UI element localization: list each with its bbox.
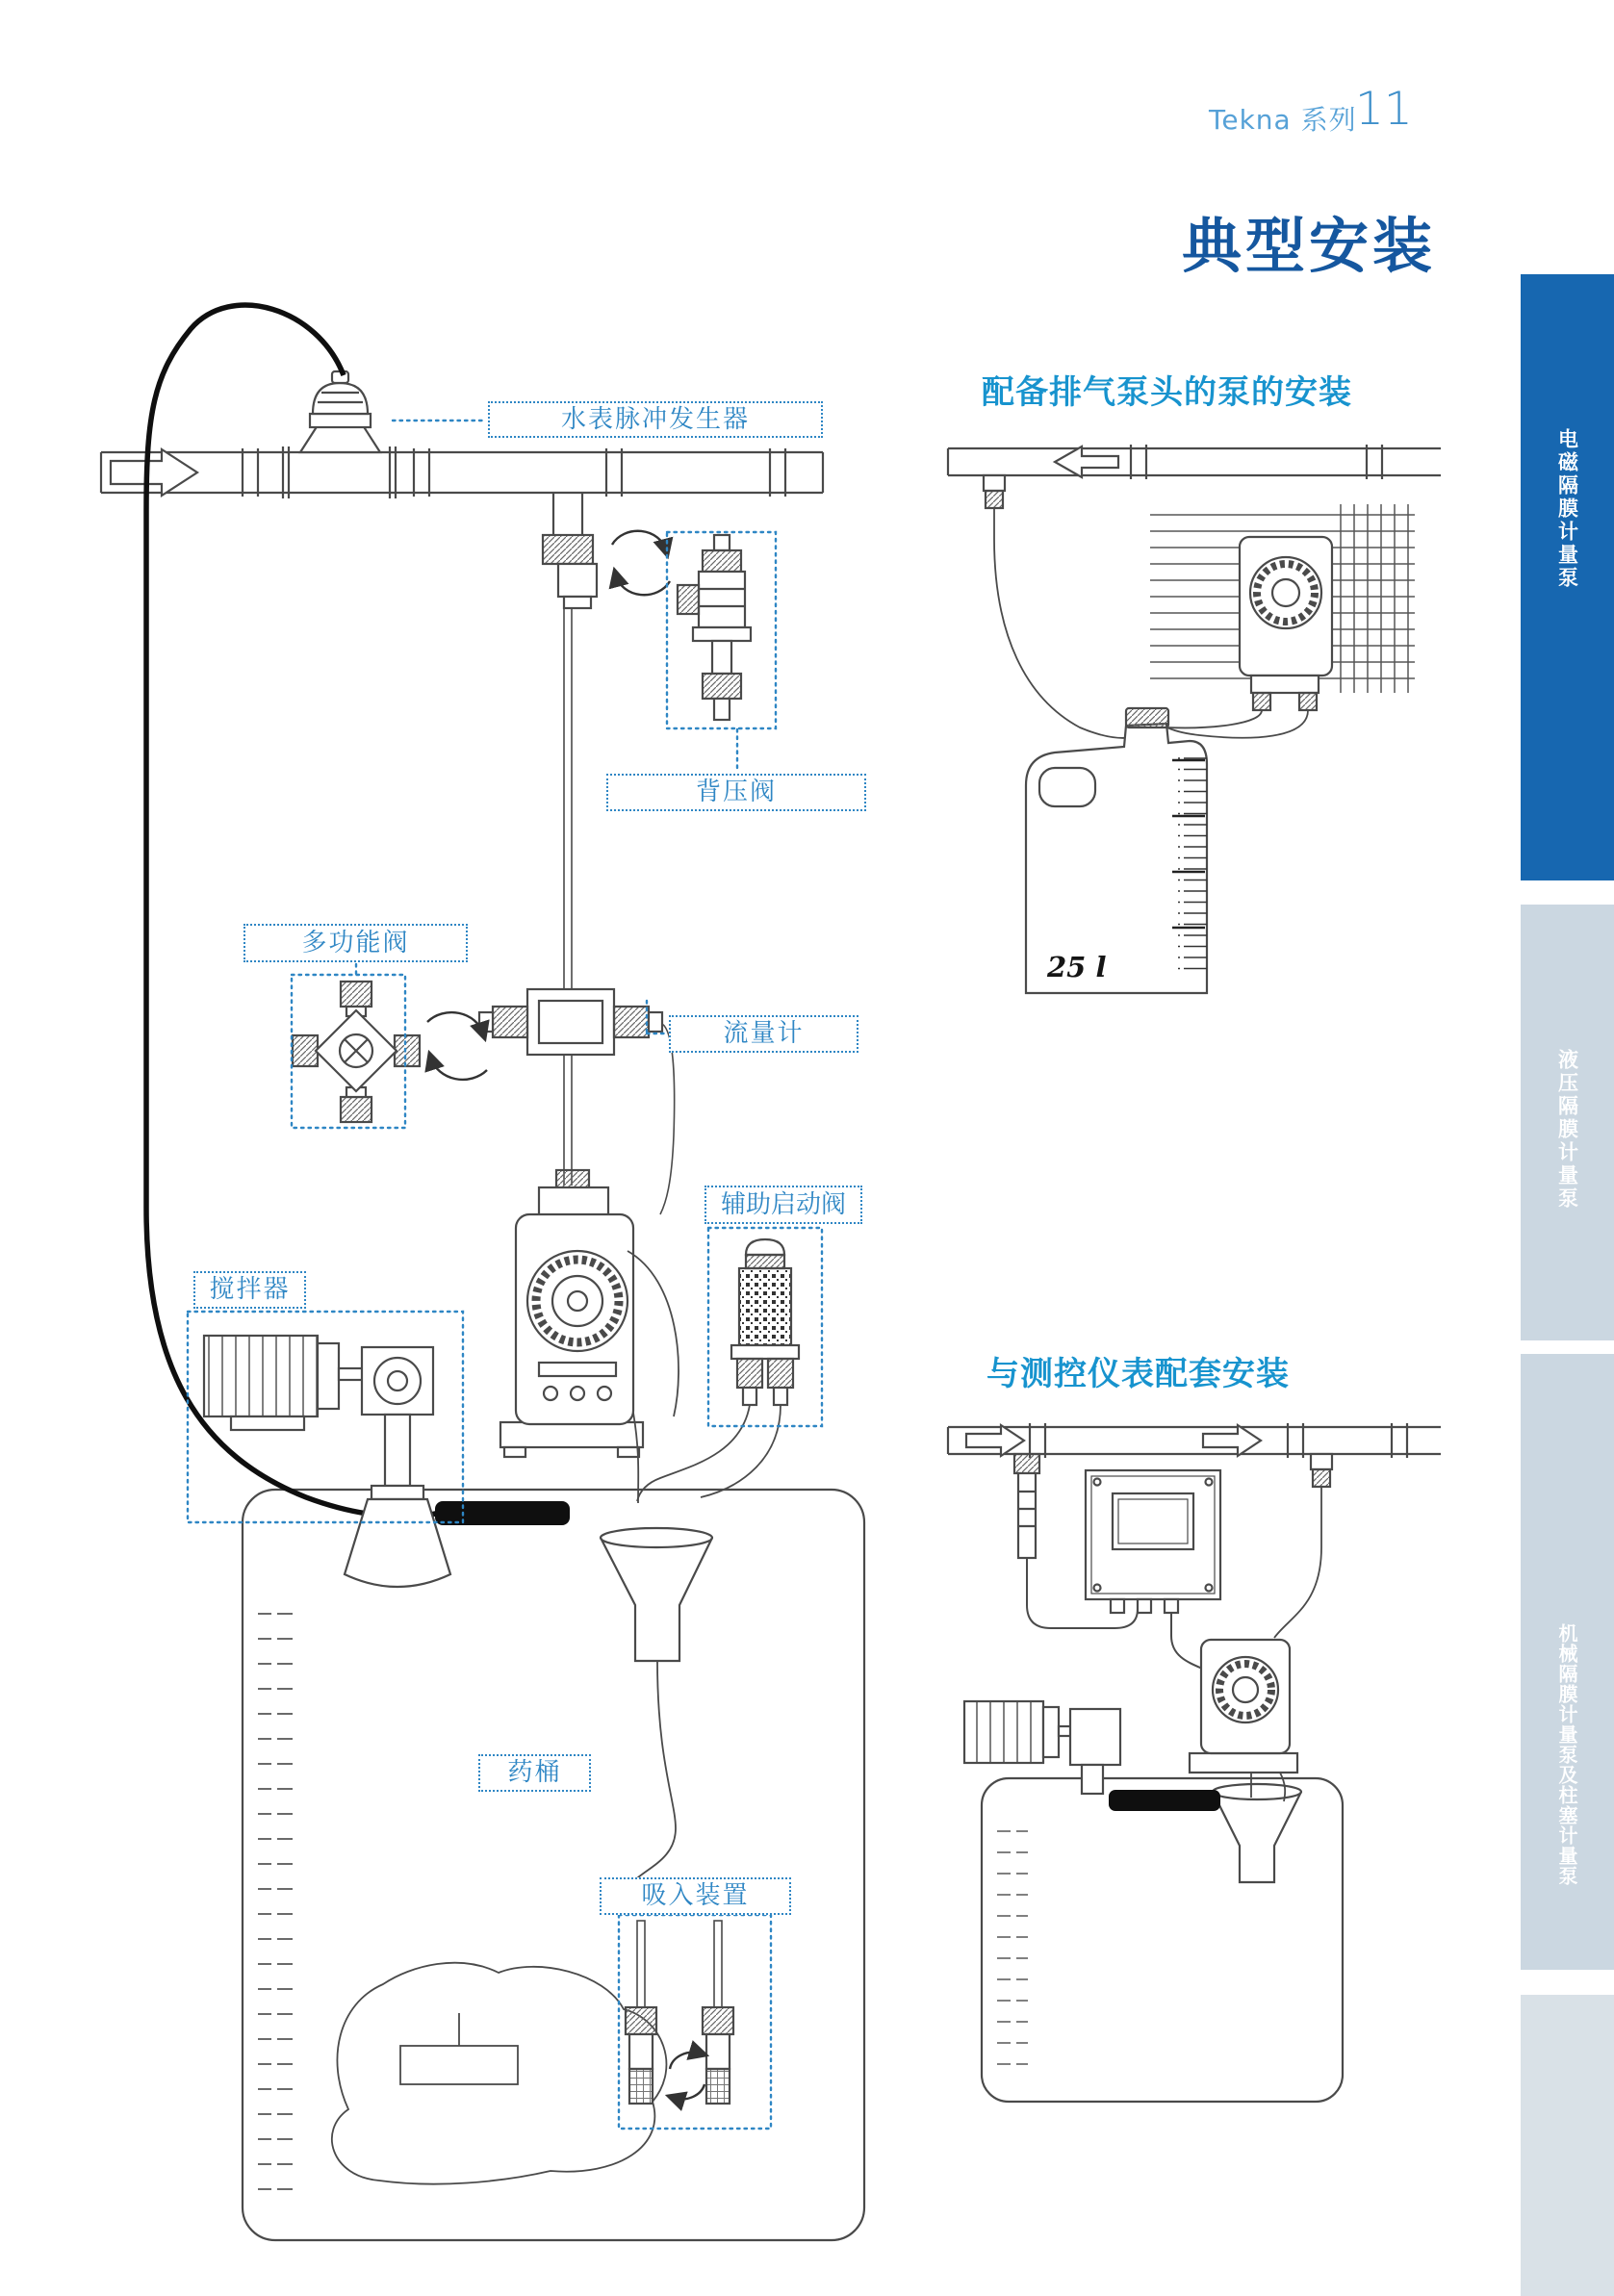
- label-multifunction-valve: 多功能阀: [243, 924, 468, 962]
- metering-pump-icon: [1190, 1640, 1297, 1801]
- header-series: Tekna 系列: [1209, 104, 1357, 136]
- label-mixer: 搅拌器: [193, 1271, 306, 1309]
- water-meter-icon: [283, 371, 396, 498]
- flow-arrow-icon: [111, 449, 197, 496]
- sidebar-tab-solenoid-diaphragm-pumps[interactable]: [1521, 274, 1614, 880]
- back-pressure-valve-icon: [678, 535, 751, 720]
- sidebar-tab-label: 机械隔膜计量泵及柱塞计量泵: [1555, 1623, 1578, 1886]
- pipe-icon: [948, 1423, 1441, 1458]
- pipe-icon: [948, 445, 1441, 479]
- flow-arrow-icon: [966, 1425, 1024, 1456]
- sidebar-tab-label: 电磁隔膜计量泵: [1555, 428, 1579, 590]
- flow-arrow-icon: [1203, 1425, 1261, 1456]
- flow-arrow-icon: [1055, 446, 1118, 477]
- section-heading-instrument: 与测控仪表配套安装: [986, 1355, 1290, 1393]
- tank-icon: [982, 1778, 1343, 2102]
- section-heading-vent-pump: 配备排气泵头的泵的安装: [982, 373, 1352, 412]
- label-auxiliary-start-valve: 辅助启动阀: [705, 1186, 862, 1224]
- auxiliary-start-valve-icon: [637, 1239, 799, 1501]
- label-water-meter-pulse-generator: 水表脉冲发生器: [488, 401, 823, 438]
- main-pipe-icon: [101, 448, 823, 497]
- instrument-diagram: [948, 1423, 1441, 2102]
- metering-pump-icon: [500, 1170, 679, 1503]
- sidebar-tab-mechanical-diaphragm-plunger-pumps[interactable]: [1521, 1354, 1614, 1970]
- chemical-tank-icon: [243, 1490, 864, 2240]
- wall-grid-icon: [1340, 504, 1415, 693]
- sidebar-tab-hydraulic-diaphragm-pumps[interactable]: [1521, 905, 1614, 1340]
- label-back-pressure-valve: 背压阀: [606, 774, 866, 811]
- sidebar-tab-label: 液压隔膜计量泵: [1555, 1049, 1579, 1211]
- rotation-arrow-icon: [427, 1012, 487, 1080]
- sidebar-tab-bottom[interactable]: [1521, 1995, 1614, 2296]
- injection-fitting-icon: [984, 475, 1147, 738]
- label-flow-meter: 流量计: [669, 1015, 858, 1053]
- injection-fitting-icon: [1274, 1454, 1332, 1638]
- label-chemical-tank: 药桶: [478, 1754, 591, 1792]
- rotation-arrow-icon: [612, 531, 670, 595]
- vent-pump-diagram: [948, 445, 1441, 993]
- injection-fitting-icon: [543, 493, 597, 989]
- canister-volume-label: 25 l: [1047, 951, 1107, 983]
- cable-connector-bar-icon: [1109, 1790, 1220, 1811]
- header-page-number: 11: [1355, 83, 1413, 136]
- page-title: 典型安装: [1182, 211, 1437, 281]
- multifunction-valve-icon: [293, 982, 420, 1122]
- label-suction-device: 吸入装置: [600, 1877, 791, 1915]
